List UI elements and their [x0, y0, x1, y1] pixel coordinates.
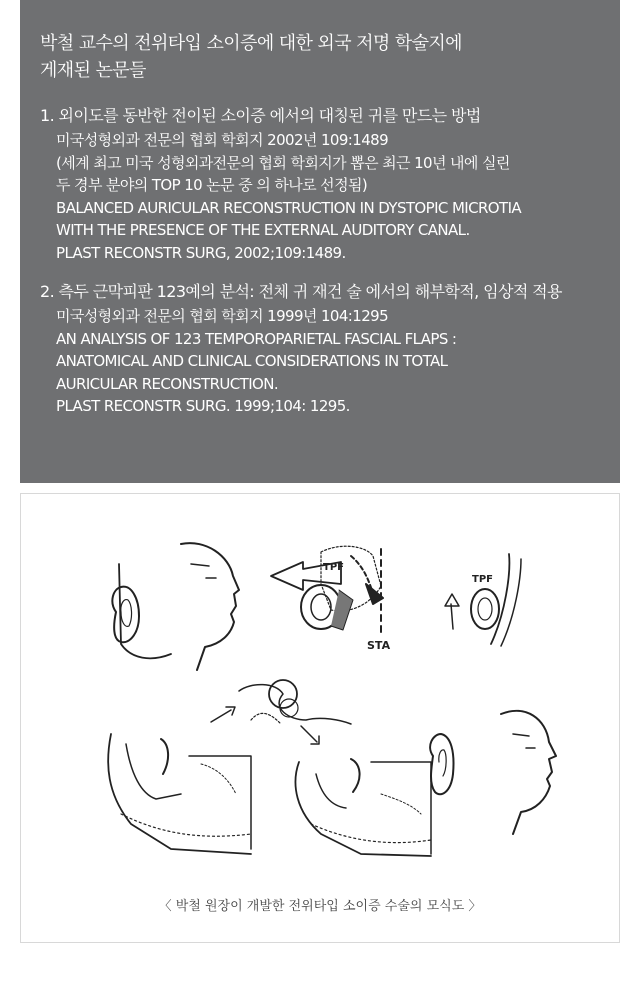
- tpf-flap-step2: [271, 546, 383, 634]
- citation-line: 두 경부 분야의 TOP 10 논문 중 의 하나로 선정됨): [56, 176, 368, 194]
- paper-entry-1: [40, 104, 600, 264]
- cartilage-framework: [211, 680, 351, 744]
- citation-line: 미국성형외과 전문의 협회 학회지 2002년 109:1489: [56, 131, 389, 149]
- citation-line: (세계 최고 미국 성형외과전문의 협회 학회지가 뽑은 최근 10년 내에 실린: [56, 153, 510, 172]
- label-tpf-1: TPF: [323, 562, 344, 573]
- ear-cross-section-right: [295, 759, 431, 856]
- figure-caption: 〈 박철 원장이 개발한 전위타입 소이증 수술의 모식도 〉: [158, 899, 482, 914]
- ear-cross-section-left: [108, 734, 251, 854]
- paper-heading: 2. 측두 근막피판 123예의 분석: 전체 귀 재건 술 에서의 해부학적, 임상적 적용: [40, 282, 562, 301]
- citation-line: AN ANALYSIS OF 123 TEMPOROPARIETAL FASCIAL FLAPS :: [56, 329, 457, 348]
- panel-title-line-1: 박철 교수의 전위타입 소이증에 대한 외국 저명 학술지에: [40, 33, 462, 54]
- surgery-diagram: [21, 494, 619, 942]
- citation-line: AURICULAR RECONSTRUCTION.: [56, 374, 279, 393]
- face-profile-step1: [112, 543, 239, 670]
- paper-heading: 1. 외이도를 동반한 전이된 소이증 에서의 대칭된 귀를 만드는 방법: [40, 106, 481, 125]
- panel-title: [40, 30, 600, 84]
- citation-line: ANATOMICAL AND CLINICAL CONSIDERATIONS IN TOTAL: [56, 352, 448, 370]
- label-sta: STA: [367, 639, 391, 652]
- citation-line: PLAST RECONSTR SURG, 2002;109:1489.: [56, 243, 346, 262]
- panel-title-line-2: 게재된 논문들: [40, 60, 146, 81]
- label-tpf-2: TPF: [472, 574, 493, 585]
- citation-line: 미국성형외과 전문의 협회 학회지 1999년 104:1295: [56, 307, 389, 325]
- surgery-diagram-figure: [20, 493, 620, 943]
- paper-entry-2: [40, 280, 600, 418]
- citation-line: WITH THE PRESENCE OF THE EXTERNAL AUDITORY CANAL.: [56, 221, 470, 239]
- citation-line: BALANCED AURICULAR RECONSTRUCTION IN DYSTOPIC MICROTIA: [56, 198, 522, 217]
- citation-line: PLAST RECONSTR SURG. 1999;104: 1295.: [56, 397, 350, 415]
- papers-panel: [20, 0, 620, 483]
- face-profile-final: [430, 711, 556, 834]
- paper-citation: [40, 129, 600, 264]
- paper-citation: [40, 305, 600, 418]
- tpf-cover-step3: [445, 554, 521, 646]
